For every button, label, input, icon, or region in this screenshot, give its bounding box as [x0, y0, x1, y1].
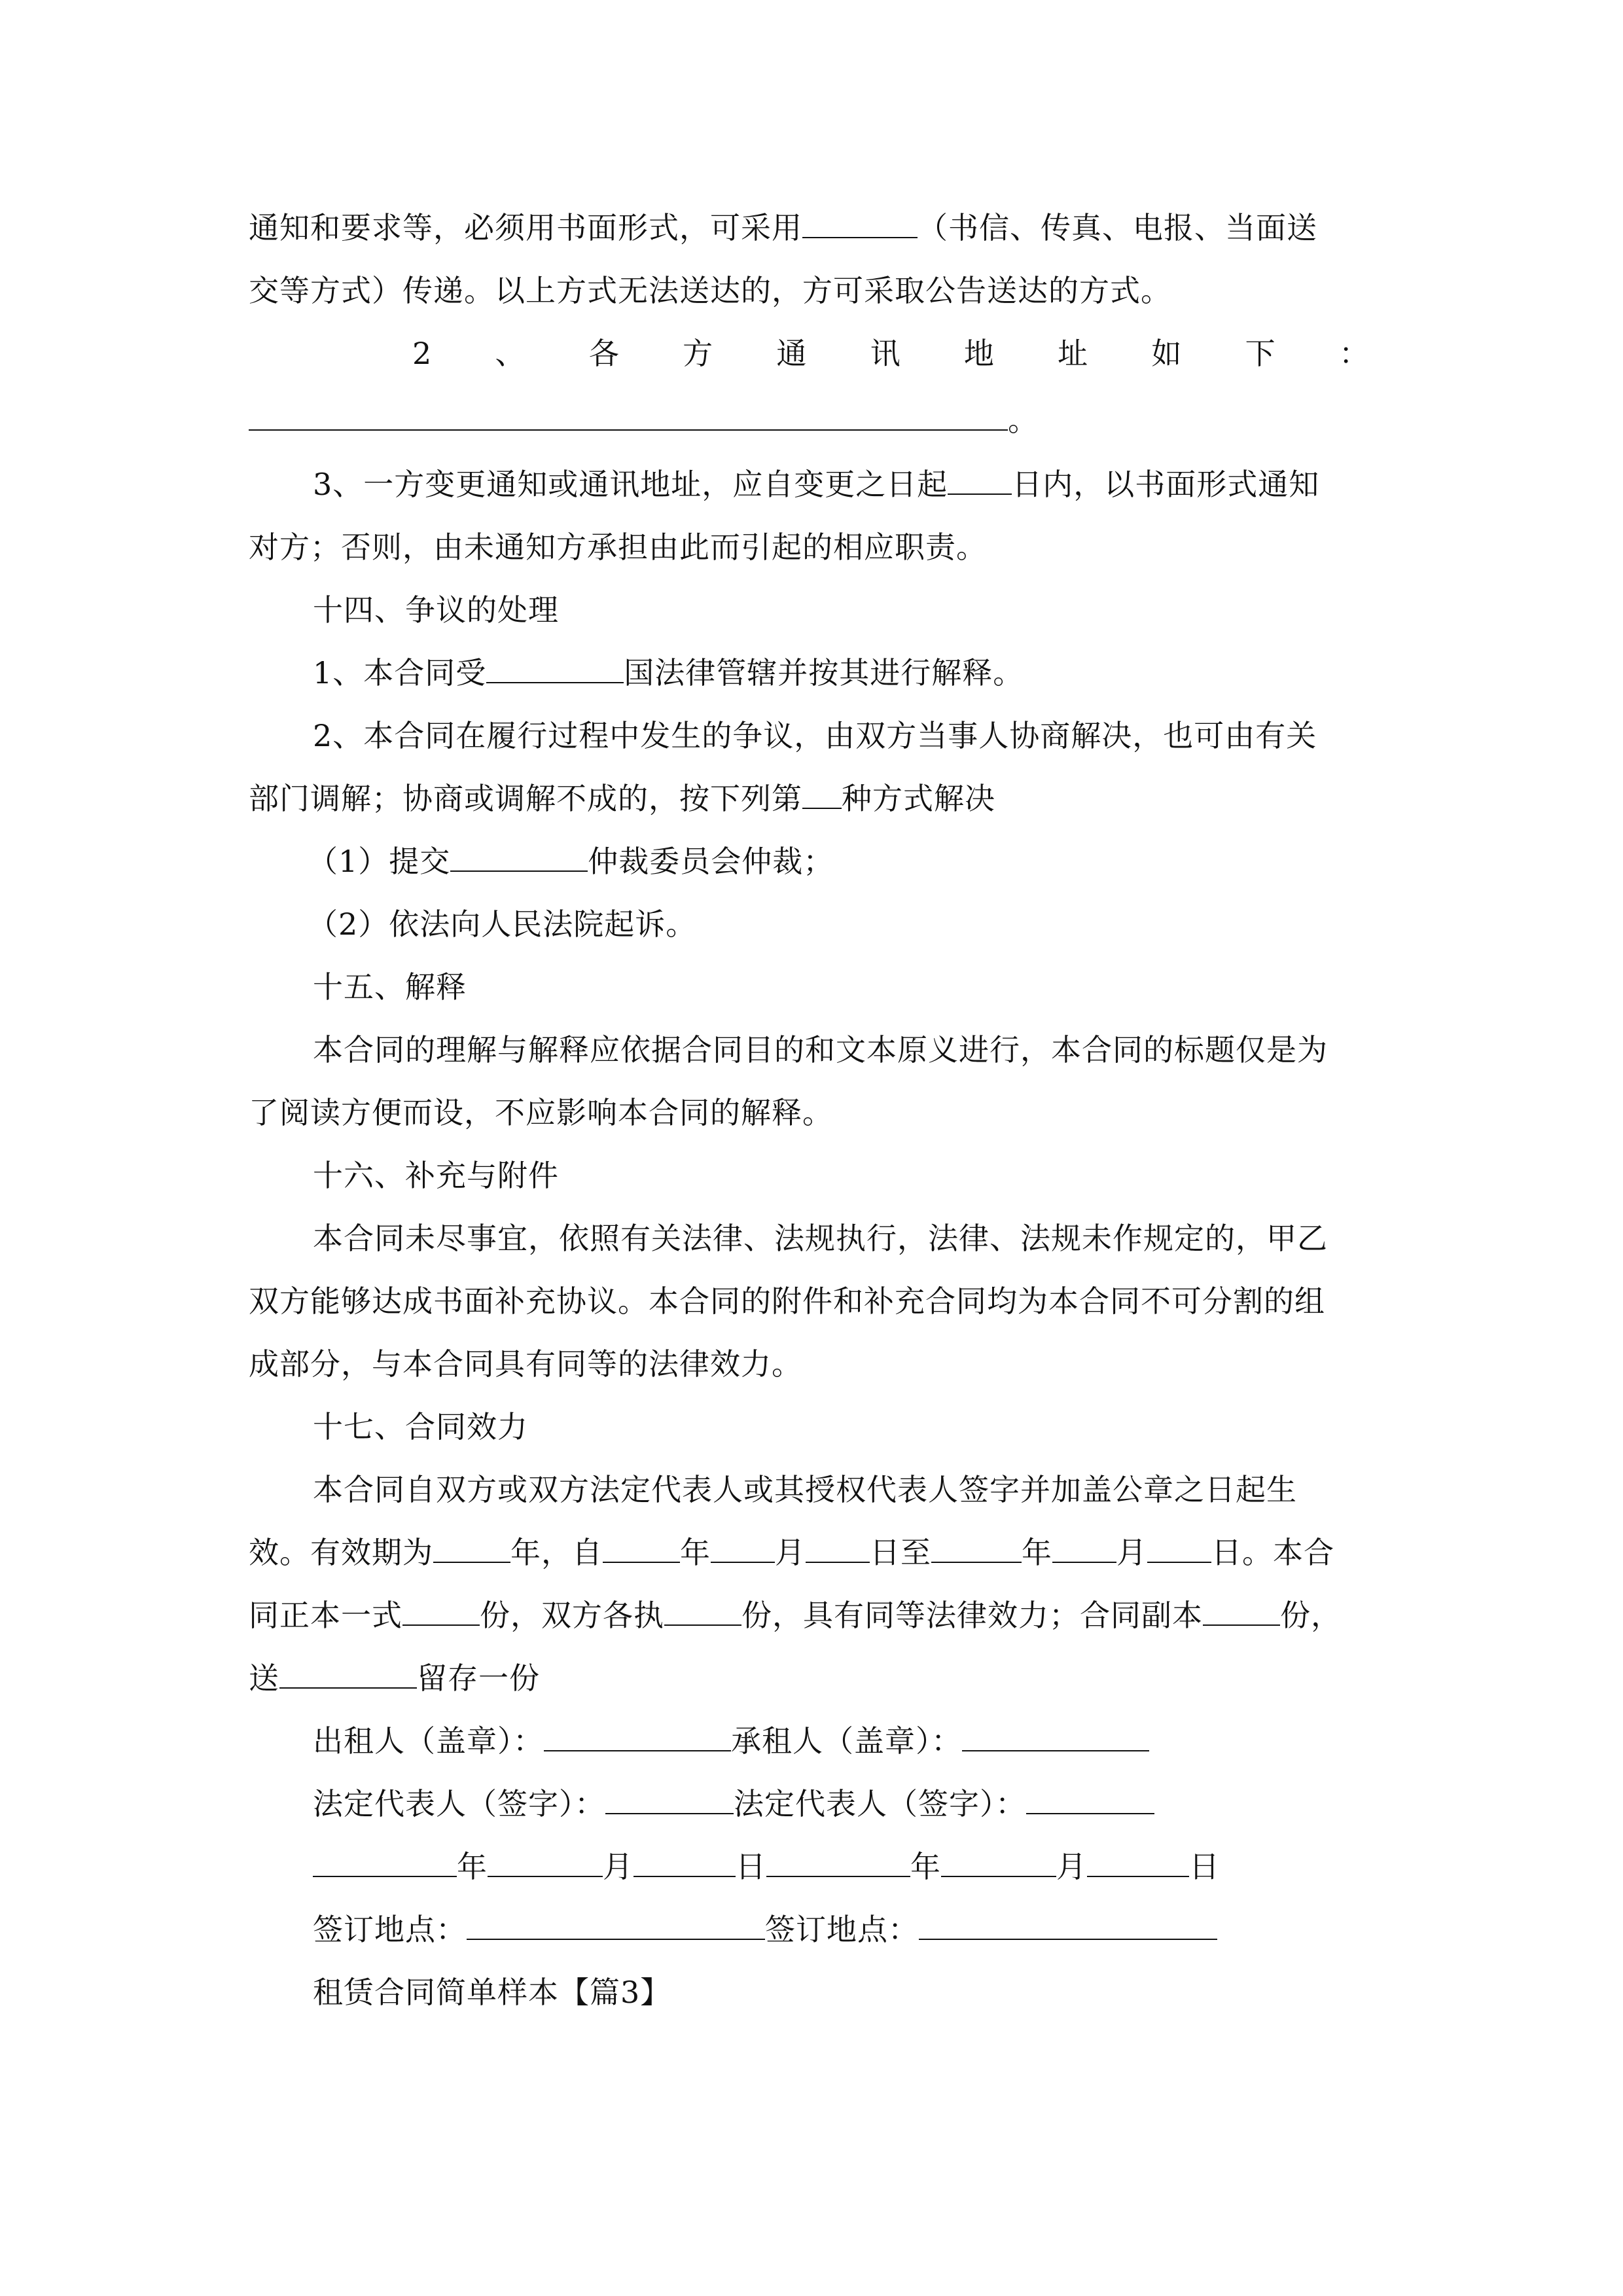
blank-lessee-month[interactable] — [941, 1847, 1056, 1877]
sec15-line2: 了阅读方便而设，不应影响本合同的解释。 — [249, 1095, 833, 1130]
signature-place-row: 签订地点： 签订地点： — [313, 1910, 1217, 1949]
blank-start-month[interactable] — [711, 1533, 775, 1563]
sec16-title: 十六、补充与附件 — [313, 1158, 559, 1193]
blank-lessor-seal[interactable] — [544, 1721, 731, 1751]
blank-option-number[interactable] — [802, 779, 842, 809]
blank-lessee-rep[interactable] — [1026, 1784, 1154, 1814]
blank-lessor-rep[interactable] — [605, 1784, 734, 1814]
sec13-item3-line1: 3、一方变更通知或通讯地址，应自变更之日起 日内，以书面形式通知 — [313, 465, 1319, 504]
blank-arbitration[interactable] — [450, 842, 588, 872]
blank-filing-party[interactable] — [279, 1659, 417, 1689]
sec13-item3-line2: 对方；否则，由未通知方承担由此而引起的相应职责。 — [249, 529, 987, 565]
sec13-address-line: 。 — [249, 401, 1039, 440]
blank-delivery-method[interactable] — [802, 208, 918, 238]
signature-date-row: 年 月 日 年 月 日 — [313, 1847, 1220, 1886]
blank-start-day[interactable] — [806, 1533, 870, 1563]
blank-lessee-year[interactable] — [766, 1847, 910, 1877]
blank-end-year[interactable] — [931, 1533, 1022, 1563]
blank-lessee-seal[interactable] — [962, 1721, 1149, 1751]
blank-country[interactable] — [486, 653, 624, 683]
sec14-option2: （2）依法向人民法院起诉。 — [308, 906, 697, 942]
blank-days[interactable] — [948, 465, 1012, 495]
sec14-option1: （1）提交 仲裁委员会仲裁； — [308, 842, 834, 881]
blank-lessor-day[interactable] — [633, 1847, 736, 1877]
sec13-line1: 通知和要求等，必须用书面形式，可采用 （书信、传真、电报、当面送 — [249, 208, 1317, 247]
sec17-title: 十七、合同效力 — [313, 1409, 528, 1444]
blank-lessee-day[interactable] — [1087, 1847, 1189, 1877]
blank-end-day[interactable] — [1147, 1533, 1211, 1563]
sec17-line1: 本合同自双方或双方法定代表人或其授权代表人签字并加盖公章之日起生 — [313, 1472, 1297, 1507]
sec17-line2: 效。有效期为 年，自 年 月 日至 年 月 日。本合 — [249, 1533, 1334, 1572]
sec16-line3: 成部分，与本合同具有同等的法律效力。 — [249, 1346, 802, 1382]
sec17-line4: 送 留存一份 — [249, 1659, 540, 1698]
blank-lessee-place[interactable] — [919, 1910, 1217, 1940]
sec14-item2-line1: 2、本合同在履行过程中发生的争议，由双方当事人协商解决，也可由有关 — [313, 718, 1317, 753]
signature-rep-row: 法定代表人（签字）： 法定代表人（签字）： — [313, 1784, 1154, 1823]
blank-lessor-month[interactable] — [488, 1847, 603, 1877]
blank-original-copies[interactable] — [402, 1596, 480, 1626]
sec13-line2: 交等方式）传递。以上方式无法送达的，方可采取公告送达的方式。 — [249, 273, 1171, 308]
blank-each-party-copies[interactable] — [664, 1596, 741, 1626]
sec14-title: 十四、争议的处理 — [313, 592, 559, 628]
blank-end-month[interactable] — [1052, 1533, 1116, 1563]
sec15-line1: 本合同的理解与解释应依据合同目的和文本原义进行，本合同的标题仅是为 — [313, 1032, 1328, 1067]
next-section-title: 租赁合同简单样本【篇3】 — [313, 1975, 671, 2010]
blank-start-year[interactable] — [603, 1533, 680, 1563]
blank-address[interactable] — [249, 401, 1008, 431]
sec16-line1: 本合同未尽事宜，依照有关法律、法规执行，法律、法规未作规定的，甲乙 — [313, 1221, 1328, 1256]
sec17-line3: 同正本一式 份，双方各执 份，具有同等法律效力；合同副本 份， — [249, 1596, 1342, 1635]
sec14-item2-line2: 部门调解；协商或调解不成的，按下列第 种方式解决 — [249, 779, 995, 818]
sec13-item2-spread: 2 、 各 方 通 讯 地 址 如 下 ： — [412, 336, 1369, 371]
sec14-item1: 1、本合同受 国法律管辖并按其进行解释。 — [313, 653, 1024, 692]
blank-lessor-year[interactable] — [313, 1847, 457, 1877]
blank-duplicate-copies[interactable] — [1203, 1596, 1280, 1626]
sec16-line2: 双方能够达成书面补充协议。本合同的附件和补充合同均为本合同不可分割的组 — [249, 1283, 1325, 1319]
signature-seal-row: 出租人（盖章）： 承租人（盖章）： — [313, 1721, 1149, 1761]
sec15-title: 十五、解释 — [313, 969, 467, 1005]
blank-valid-years[interactable] — [433, 1533, 510, 1563]
blank-lessor-place[interactable] — [467, 1910, 765, 1940]
